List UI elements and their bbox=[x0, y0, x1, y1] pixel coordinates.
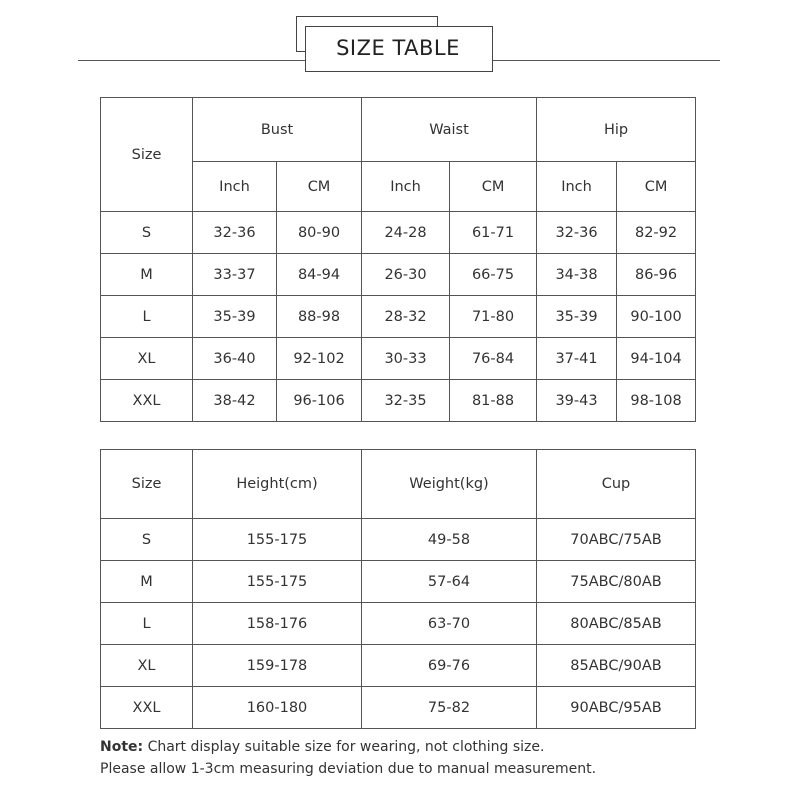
column-header: Cup bbox=[537, 450, 696, 519]
table-cell: 36-40 bbox=[193, 338, 277, 380]
unit-header: CM bbox=[277, 162, 362, 212]
table-cell: 61-71 bbox=[450, 212, 537, 254]
table-cell: 32-35 bbox=[362, 380, 450, 422]
table-cell: 63-70 bbox=[362, 603, 537, 645]
column-header: Weight(kg) bbox=[362, 450, 537, 519]
table-cell: 159-178 bbox=[193, 645, 362, 687]
table-row bbox=[101, 212, 696, 254]
size-cell: XXL bbox=[101, 380, 193, 422]
table-cell: 35-39 bbox=[537, 296, 617, 338]
table-row bbox=[101, 254, 696, 296]
table-cell: 30-33 bbox=[362, 338, 450, 380]
table-cell: 66-75 bbox=[450, 254, 537, 296]
measurements-table bbox=[100, 97, 696, 422]
size-cell: L bbox=[101, 296, 193, 338]
table-cell: 160-180 bbox=[193, 687, 362, 729]
note-line-1: Chart display suitable size for wearing, not clothing size. bbox=[143, 739, 545, 755]
table-cell: 71-80 bbox=[450, 296, 537, 338]
table-cell: 37-41 bbox=[537, 338, 617, 380]
note-label: Note: bbox=[100, 739, 144, 755]
table-cell: 69-76 bbox=[362, 645, 537, 687]
table-cell: 76-84 bbox=[450, 338, 537, 380]
table-cell: 80-90 bbox=[277, 212, 362, 254]
table-cell: 57-64 bbox=[362, 561, 537, 603]
table-cell: 81-88 bbox=[450, 380, 537, 422]
unit-header: Inch bbox=[362, 162, 450, 212]
group-header-hip: Hip bbox=[537, 98, 696, 162]
table-cell: 158-176 bbox=[193, 603, 362, 645]
size-header: Size bbox=[101, 98, 193, 212]
table-cell: 39-43 bbox=[537, 380, 617, 422]
unit-header: Inch bbox=[537, 162, 617, 212]
table-cell: 155-175 bbox=[193, 519, 362, 561]
table-cell: 90-100 bbox=[617, 296, 696, 338]
column-header: Size bbox=[101, 450, 193, 519]
note-line-2: Please allow 1-3cm measuring deviation due to manual measurement. bbox=[100, 761, 597, 777]
page-title: SIZE TABLE bbox=[336, 36, 460, 60]
table-cell: 75ABC/80AB bbox=[537, 561, 696, 603]
table-cell: 96-106 bbox=[277, 380, 362, 422]
table-row bbox=[101, 687, 696, 729]
table-cell: 84-94 bbox=[277, 254, 362, 296]
table-cell: 92-102 bbox=[277, 338, 362, 380]
table-cell: 35-39 bbox=[193, 296, 277, 338]
table-row bbox=[101, 561, 696, 603]
table-cell: 88-98 bbox=[277, 296, 362, 338]
unit-header: CM bbox=[617, 162, 696, 212]
size-cell: S bbox=[101, 519, 193, 561]
group-header-waist: Waist bbox=[362, 98, 537, 162]
table-row bbox=[101, 380, 696, 422]
table-cell: 24-28 bbox=[362, 212, 450, 254]
size-cell: XXL bbox=[101, 687, 193, 729]
size-cell: S bbox=[101, 212, 193, 254]
table-cell: 98-108 bbox=[617, 380, 696, 422]
unit-header: CM bbox=[450, 162, 537, 212]
table-cell: 90ABC/95AB bbox=[537, 687, 696, 729]
column-header: Height(cm) bbox=[193, 450, 362, 519]
table-cell: 49-58 bbox=[362, 519, 537, 561]
size-cell: M bbox=[101, 254, 193, 296]
table-row bbox=[101, 603, 696, 645]
unit-header: Inch bbox=[193, 162, 277, 212]
table-cell: 32-36 bbox=[537, 212, 617, 254]
size-cell: XL bbox=[101, 338, 193, 380]
table-cell: 28-32 bbox=[362, 296, 450, 338]
height-weight-cup-table bbox=[100, 449, 696, 729]
table-cell: 75-82 bbox=[362, 687, 537, 729]
size-cell: XL bbox=[101, 645, 193, 687]
table-cell: 82-92 bbox=[617, 212, 696, 254]
size-cell: M bbox=[101, 561, 193, 603]
size-cell: L bbox=[101, 603, 193, 645]
table-cell: 85ABC/90AB bbox=[537, 645, 696, 687]
table-row bbox=[101, 338, 696, 380]
table-row bbox=[101, 296, 696, 338]
table-cell: 33-37 bbox=[193, 254, 277, 296]
table-cell: 70ABC/75AB bbox=[537, 519, 696, 561]
table-row bbox=[101, 645, 696, 687]
table-cell: 26-30 bbox=[362, 254, 450, 296]
table-cell: 80ABC/85AB bbox=[537, 603, 696, 645]
table-cell: 32-36 bbox=[193, 212, 277, 254]
table-cell: 94-104 bbox=[617, 338, 696, 380]
table-cell: 34-38 bbox=[537, 254, 617, 296]
table-cell: 155-175 bbox=[193, 561, 362, 603]
table-row bbox=[101, 519, 696, 561]
group-header-bust: Bust bbox=[193, 98, 362, 162]
table-cell: 86-96 bbox=[617, 254, 696, 296]
table-cell: 38-42 bbox=[193, 380, 277, 422]
note-block bbox=[100, 736, 700, 780]
